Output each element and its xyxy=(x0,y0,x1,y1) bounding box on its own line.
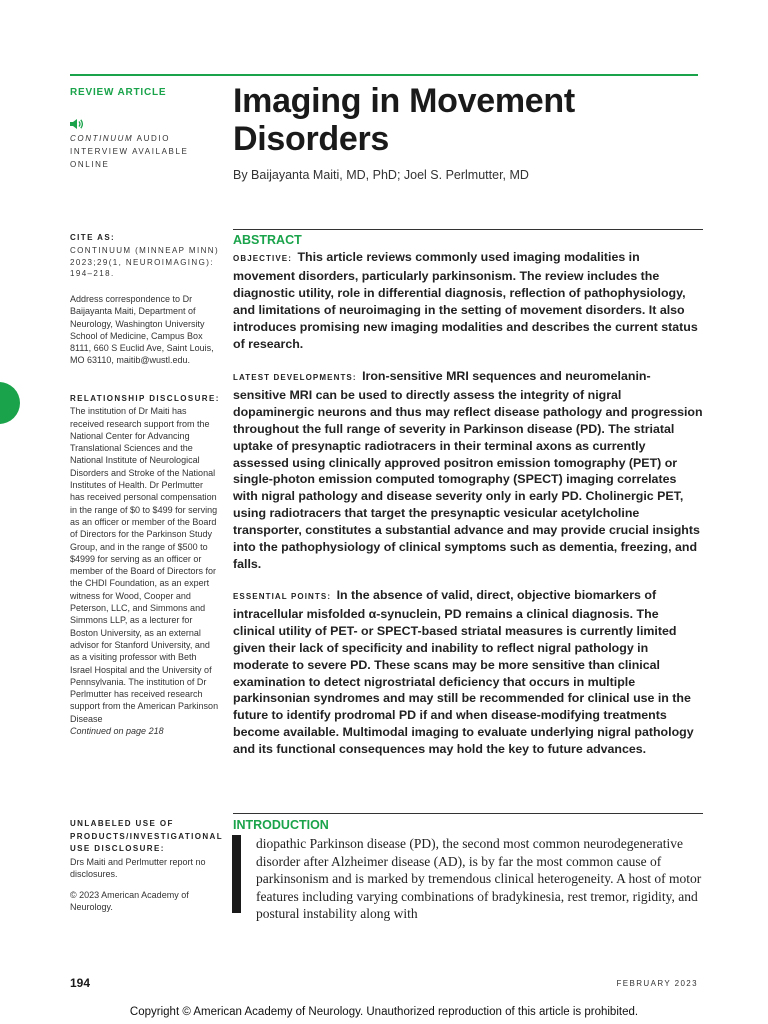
audio-interview-note[interactable]: CONTINUUM AUDIO INTERVIEW AVAILABLE ONLINE xyxy=(70,134,189,169)
drop-cap-letter-i xyxy=(232,835,241,913)
cite-heading: CITE AS: xyxy=(70,233,116,242)
cite-text: CONTINUUM (MINNEAP MINN) 2023;29(1, NEUROIMAGING): 194–218. xyxy=(70,246,220,279)
unlabeled-use-disclosure xyxy=(70,818,223,914)
relationship-heading: RELATIONSHIP DISCLOSURE: xyxy=(70,394,220,403)
abstract-latest-developments: LATEST DEVELOPMENTS: Iron-sensitive MRI sequences and neuromelanin-sensitive MRI can be used to directly assess the integrity of nigral dopaminergic neurons and thus may reflect disease pathology and progression throughout the full range of severity in Parkinson disease (PD). The striatal uptake of presynaptic radiotracers in their terminal axons as currently assessed using clinically approved positron emission tomography (PET) or single-photon emission computed tomography (SPECT) imaging correlates with nigral pathology and disease severity only in early PD. Cholinergic PET, using radiotracers that target the presynaptic vesicular acetylcholine transporter, constitutes a substantial advance and may provide crucial insights into the pathophysiology of clinical symptoms such as dementia, freezing, and falls. xyxy=(233,369,703,571)
top-rule xyxy=(70,74,698,76)
article-title: Imaging in Movement Disorders xyxy=(233,82,575,158)
relationship-disclosure xyxy=(70,393,220,737)
cite-as-block xyxy=(70,232,220,280)
side-copyright: © 2023 American Academy of Neurology. xyxy=(70,890,189,913)
unlabeled-text: Drs Maiti and Perlmutter report no disclosures. xyxy=(70,856,206,879)
audio-icon[interactable] xyxy=(70,118,84,130)
essential-label: ESSENTIAL POINTS: xyxy=(233,592,332,601)
abstract-heading: ABSTRACT xyxy=(233,233,302,247)
abstract-essential-points: ESSENTIAL POINTS: In the absence of valid, direct, objective biomarkers of intracellular misfolded α-synuclein, PD remains a clinical diagnosis. The clinical utility of PET- or SPECT-based striatal measures is currently limited given their lack of specificity and inability to reflect nigral pathology in moderate to severe PD. These scans may be more sensitive than clinical examination to detect nigrostriatal deficiency that occurs in multiple parkinsonian syndromes and may still be recommended for clinical use in the future to identify prodromal PD if and when disease-modifying treatments become available. Multimodal imaging to evaluate underlying nigral pathology and its functional consequences may hold the key to future advances. xyxy=(233,588,694,757)
introduction-heading: INTRODUCTION xyxy=(233,818,329,832)
latest-label: LATEST DEVELOPMENTS: xyxy=(233,373,357,382)
issue-date: FEBRUARY 2023 xyxy=(616,979,698,988)
introduction-text: diopathic Parkinson disease (PD), the second most common neurodegenerative disorder after Alzheimer disease (AD), is by far the most common cause of parkinsonism and is marked by tremendous clinical heterogeneity. A host of motor features including varying combinations of bradykinesia, rest tremor, rigidity, and postural instability along with xyxy=(256,836,702,922)
article-category: REVIEW ARTICLE xyxy=(70,87,167,98)
section-tab-marker xyxy=(0,382,20,424)
relationship-text: The institution of Dr Maiti has received research support from the National Center for Advancing Translational Sciences and the National Institute of Neurological Disorders and Stroke of the National Institutes of Health. Dr Perlmutter has received personal compensation in the range of $0 to $499 for serving as an officer or member of the Board of Directors for the Parkinson Study Group, and in the range of $500 to $4999 for serving as an officer or member of the Board of Directors for the CHDI Foundation, as an expert witness for Wood, Cooper and Peterson, LLC, and Simmons and Simmons LLP, as a lecturer for Boston University, as an external advisor for Stanford University, and as a visiting professor with Beth Israel Hospital and the University of Pennsylvania. The institution of Dr Perlmutter has received research support from the American Parkinson Disease xyxy=(70,406,219,724)
unlabeled-heading: UNLABELED USE OF PRODUCTS/INVESTIGATIONAL USE DISCLOSURE: xyxy=(70,819,223,853)
objective-label: OBJECTIVE: xyxy=(233,254,293,263)
address-block: Address correspondence to Dr Baijayanta Maiti, Department of Neurology, Washington University School of Medicine, Campus Box 8111, 660 S Euclid Ave, Saint Louis, MO 63110, maitib@wustl.edu. xyxy=(70,294,214,366)
continued-note: Continued on page 218 xyxy=(70,726,164,737)
introduction-rule xyxy=(233,813,703,814)
abstract-rule xyxy=(233,229,703,230)
copyright-notice: Copyright © American Academy of Neurology. Unauthorized reproduction of this article is prohibited. xyxy=(129,1006,639,1018)
article-authors: By Baijayanta Maiti, MD, PhD; Joel S. Perlmutter, MD xyxy=(233,168,529,182)
abstract-objective: OBJECTIVE: This article reviews commonly used imaging modalities in movement disorders, particularly parkinsonism. The review includes the diagnostic utility, role in differential diagnosis, reflection of pathophysiology, and limitations of neuroimaging in the setting of movement disorders. It also introduces promising new imaging modalities and describes the current status of research. xyxy=(233,250,698,351)
page-number: 194 xyxy=(70,976,91,990)
